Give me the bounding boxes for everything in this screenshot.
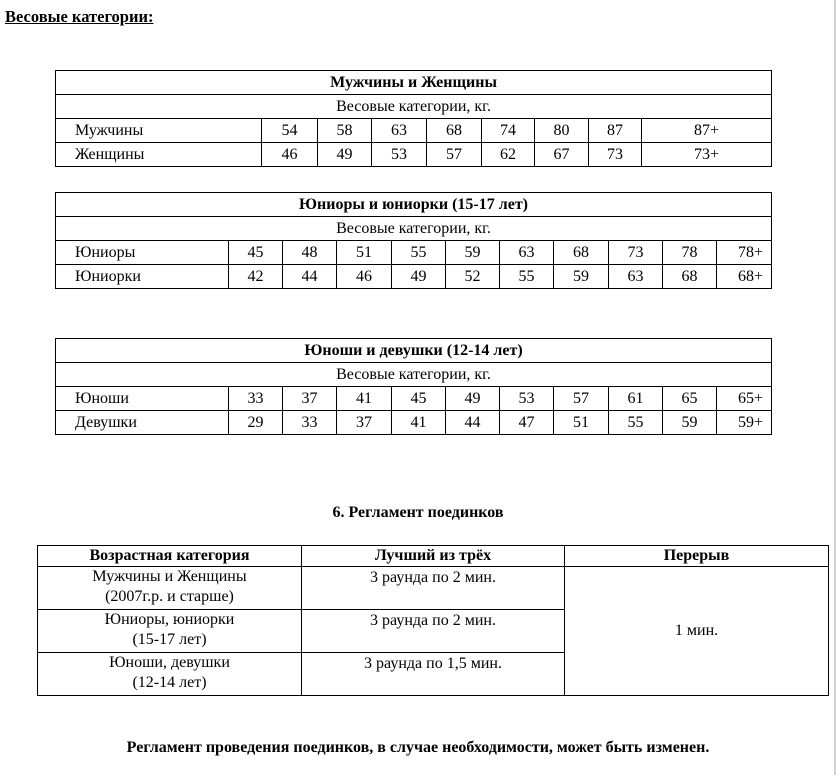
table-subtitle: Весовые категории, кг.: [56, 95, 772, 119]
table-row: [56, 241, 772, 265]
weight-cell: 65+: [717, 387, 772, 411]
weight-table-juniors: [55, 192, 772, 289]
row-label-youth-boys: Юноши: [56, 387, 229, 411]
weight-cell: 37: [283, 387, 337, 411]
weight-cell: 78+: [717, 241, 772, 265]
weight-cell: 59: [554, 265, 609, 289]
weight-cell: 58: [318, 119, 372, 143]
weight-cell: 74: [482, 119, 535, 143]
table-row: [56, 119, 772, 143]
weight-cell: 55: [500, 265, 554, 289]
weight-cell: 73: [589, 143, 642, 167]
weight-cell: 33: [229, 387, 283, 411]
row-label-women: Женщины: [56, 143, 262, 167]
weight-cell: 59+: [717, 411, 772, 435]
weight-cell: 63: [500, 241, 554, 265]
weight-cell: 54: [262, 119, 318, 143]
weight-cell: 51: [337, 241, 392, 265]
weight-cell: 49: [318, 143, 372, 167]
age-category-name: Юноши, девушки: [109, 654, 230, 671]
weight-cell: 44: [446, 411, 500, 435]
age-category-name: Мужчины и Женщины: [92, 568, 247, 585]
row-label-men: Мужчины: [56, 119, 262, 143]
age-category-cell: [38, 610, 302, 653]
weight-cell: 47: [500, 411, 554, 435]
weight-table-youth: [55, 338, 772, 435]
table-title: Юниоры и юниорки (15-17 лет): [56, 193, 772, 217]
page-heading: Весовые категории:: [5, 7, 154, 26]
weight-cell: 55: [392, 241, 446, 265]
row-label-junior-boys: Юниоры: [56, 241, 229, 265]
header-break: Перерыв: [565, 546, 829, 567]
age-category-cell: [38, 567, 302, 610]
weight-cell: 57: [554, 387, 609, 411]
break-cell: 1 мин.: [565, 567, 829, 696]
weight-cell: 53: [500, 387, 554, 411]
weight-cell: 46: [337, 265, 392, 289]
table-title: Юноши и девушки (12-14 лет): [56, 339, 772, 363]
weight-cell: 41: [337, 387, 392, 411]
regulation-table: [37, 545, 829, 696]
weight-cell: 59: [446, 241, 500, 265]
weight-cell: 68: [554, 241, 609, 265]
header-best-of-three: Лучший из трёх: [302, 546, 565, 567]
weight-cell: 87+: [642, 119, 772, 143]
section-title: 6. Регламент поединков: [332, 504, 504, 521]
weight-cell: 46: [262, 143, 318, 167]
table-row: [56, 387, 772, 411]
table-row: [56, 265, 772, 289]
weight-cell: 68: [663, 265, 717, 289]
weight-cell: 29: [229, 411, 283, 435]
weight-cell: 87: [589, 119, 642, 143]
weight-cell: 68: [427, 119, 482, 143]
table-row: [56, 143, 772, 167]
weight-cell: 33: [283, 411, 337, 435]
weight-cell: 67: [535, 143, 589, 167]
weight-cell: 51: [554, 411, 609, 435]
rounds-cell: 3 раунда по 2 мин.: [302, 567, 565, 610]
weight-cell: 53: [372, 143, 427, 167]
table-row: [56, 411, 772, 435]
row-label-youth-girls: Девушки: [56, 411, 229, 435]
weight-cell: 78: [663, 241, 717, 265]
table-title: Мужчины и Женщины: [56, 71, 772, 95]
weight-cell: 68+: [717, 265, 772, 289]
weight-cell: 65: [663, 387, 717, 411]
weight-cell: 80: [535, 119, 589, 143]
weight-table-adults: [55, 70, 772, 167]
table-subtitle: Весовые категории, кг.: [56, 217, 772, 241]
age-category-range: (12-14 лет): [132, 674, 207, 691]
weight-cell: 41: [392, 411, 446, 435]
table-subtitle: Весовые категории, кг.: [56, 363, 772, 387]
rounds-cell: 3 раунда по 1,5 мин.: [302, 653, 565, 696]
weight-cell: 37: [337, 411, 392, 435]
footer-note: Регламент проведения поединков, в случае необходимости, может быть изменен.: [126, 739, 710, 756]
rounds-cell: 3 раунда по 2 мин.: [302, 610, 565, 653]
weight-cell: 52: [446, 265, 500, 289]
row-label-junior-girls: Юниорки: [56, 265, 229, 289]
weight-cell: 73: [609, 241, 663, 265]
weight-cell: 49: [446, 387, 500, 411]
weight-cell: 59: [663, 411, 717, 435]
weight-cell: 62: [482, 143, 535, 167]
weight-cell: 49: [392, 265, 446, 289]
weight-cell: 63: [372, 119, 427, 143]
weight-cell: 73+: [642, 143, 772, 167]
age-category-range: (2007г.р. и старше): [105, 588, 234, 605]
weight-cell: 42: [229, 265, 283, 289]
table-row: [38, 567, 829, 610]
weight-cell: 55: [609, 411, 663, 435]
age-category-range: (15-17 лет): [132, 631, 207, 648]
weight-cell: 61: [609, 387, 663, 411]
weight-cell: 45: [229, 241, 283, 265]
weight-cell: 48: [283, 241, 337, 265]
header-age-category: Возрастная категория: [38, 546, 302, 567]
weight-cell: 63: [609, 265, 663, 289]
weight-cell: 45: [392, 387, 446, 411]
weight-cell: 57: [427, 143, 482, 167]
weight-cell: 44: [283, 265, 337, 289]
age-category-name: Юниоры, юниорки: [104, 611, 235, 628]
age-category-cell: [38, 653, 302, 696]
